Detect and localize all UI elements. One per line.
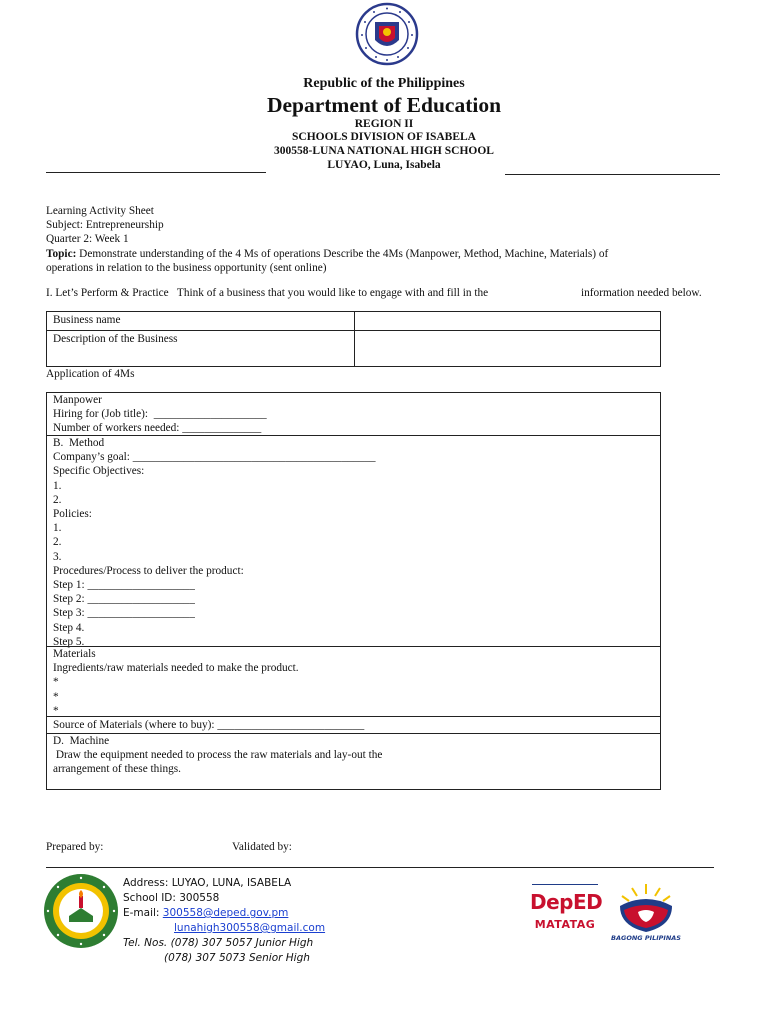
deped-seal [355, 2, 419, 66]
method-lines [47, 436, 660, 649]
header-school: 300558-LUNA NATIONAL HIGH SCHOOL [274, 145, 494, 157]
business-name-label: Business name [53, 314, 121, 326]
method-title: B. Method [53, 437, 105, 449]
method-step-5: Step 5. [53, 635, 85, 648]
bagong-pilipinas-logo [608, 882, 684, 948]
info-block [46, 204, 608, 275]
manpower-lines [47, 393, 660, 436]
manpower-job-title: Hiring for (Job title): ____________________ [53, 408, 267, 421]
footer-divider [46, 867, 714, 868]
materials-section[interactable] [46, 646, 661, 717]
quarter-line: Quarter 2: Week 1 [46, 233, 129, 246]
method-step-2: Step 2: ___________________ [53, 593, 195, 606]
method-policy-1: 1. [53, 522, 62, 535]
school-logo [42, 872, 120, 950]
sheet-title: Learning Activity Sheet [46, 205, 154, 217]
header-department: Department of Education [266, 93, 502, 117]
machine-section[interactable] [46, 733, 661, 790]
header-division: SCHOOLS DIVISION OF ISABELA [292, 131, 476, 143]
materials-lines [47, 647, 660, 718]
header-divider-left [46, 172, 266, 173]
topic-label: Topic: [46, 247, 77, 260]
topic-line-2: operations in relation to the business opportunity (sent online) [46, 261, 327, 274]
header-location: LUYAO, Luna, Isabela [327, 159, 441, 171]
method-goal: Company’s goal: ___________________________________________ [53, 451, 376, 464]
footer-contact [123, 876, 325, 966]
manpower-workers: Number of workers needed: ______________ [53, 422, 262, 435]
method-section[interactable] [46, 435, 661, 647]
machine-instruction-1: Draw the equipment needed to process the raw materials and lay-out the [53, 749, 383, 762]
method-policy-3: 3. [53, 550, 62, 563]
machine-title: D. Machine [53, 735, 110, 747]
manpower-section[interactable] [46, 392, 661, 436]
method-objective-2: 2. [53, 493, 62, 506]
materials-title: Materials [53, 648, 96, 660]
instruction-text-end: information needed below. [581, 287, 702, 299]
email-link-deped[interactable]: 300558@deped.gov.pm [162, 907, 289, 919]
matatag-text: MATATAG [534, 918, 596, 931]
business-description-label-cell [46, 330, 355, 367]
footer-address: Address: LUYAO, LUNA, ISABELA [123, 877, 292, 889]
manpower-title: Manpower [53, 394, 102, 406]
header-divider-right [505, 174, 720, 175]
footer-email-row [123, 906, 325, 921]
materials-bullet-1: * [53, 676, 59, 689]
topic-line [46, 247, 608, 261]
deped-logo-rule [532, 884, 598, 885]
footer-school-id: School ID: 300558 [123, 892, 220, 904]
business-description-label: Description of the Business [53, 333, 178, 345]
machine-lines [47, 734, 660, 777]
deped-logo-text: DepED [530, 890, 603, 914]
topic-text: Demonstrate understanding of the 4 Ms of operations Describe the 4Ms (Manpower, Method, Machine, Materials) of [76, 247, 609, 260]
source-line: Source of Materials (where to buy): __________________________ [53, 719, 365, 731]
business-description-input[interactable] [354, 330, 661, 367]
business-name-input[interactable] [354, 311, 661, 331]
bagong-pilipinas-text: BAGONG PILIPINAS [611, 934, 681, 942]
deped-matatag-logo [530, 884, 603, 942]
business-name-label-cell [46, 311, 355, 331]
prepared-by-label: Prepared by: [46, 841, 104, 853]
method-objectives-label: Specific Objectives: [53, 465, 145, 478]
validated-by-label: Validated by: [232, 841, 292, 853]
footer-email-label: E-mail: [123, 907, 163, 919]
materials-bullet-2: * [53, 690, 59, 703]
machine-instruction-2: arrangement of these things. [53, 763, 181, 776]
footer-email-row-2 [123, 921, 325, 936]
source-section[interactable] [46, 716, 661, 734]
subject-line: Subject: Entrepreneurship [46, 219, 164, 232]
method-step-4: Step 4. [53, 621, 85, 634]
footer-tel-senior: (078) 307 5073 Senior High [164, 952, 310, 964]
application-label: Application of 4Ms [46, 368, 135, 380]
email-link-gmail[interactable]: lunahigh300558@gmail.com [174, 922, 326, 934]
header-republic: Republic of the Philippines [303, 76, 465, 91]
method-objective-1: 1. [53, 479, 62, 492]
method-step-1: Step 1: ___________________ [53, 579, 195, 592]
materials-instruction: Ingredients/raw materials needed to make the product. [53, 662, 299, 675]
method-policies-label: Policies: [53, 508, 92, 521]
instruction-text: I. Let’s Perform & Practice Think of a business that you would like to engage with and fill in the [46, 287, 489, 299]
method-step-3: Step 3: ___________________ [53, 607, 195, 620]
method-procedures-label: Procedures/Process to deliver the product: [53, 564, 244, 577]
header-region: REGION II [354, 118, 414, 130]
footer-tel-junior: Tel. Nos. (078) 307 5057 Junior High [123, 937, 314, 949]
materials-bullet-3: * [53, 704, 59, 717]
method-policy-2: 2. [53, 536, 62, 549]
